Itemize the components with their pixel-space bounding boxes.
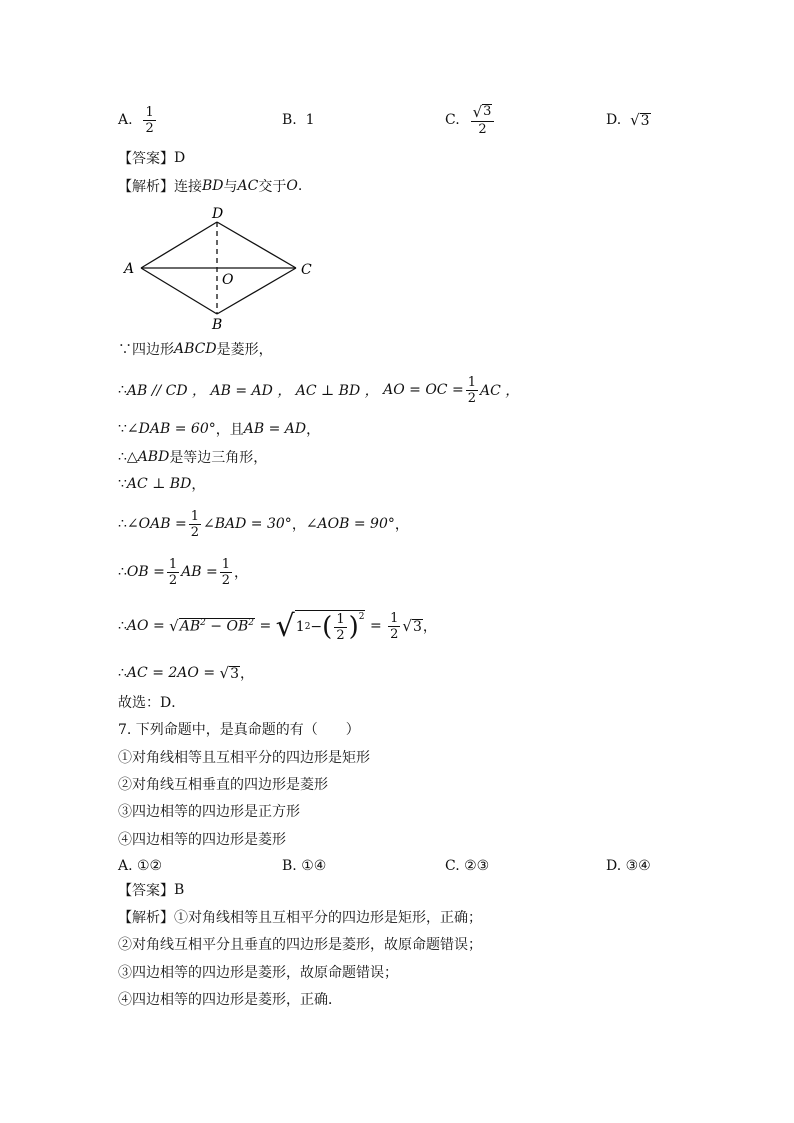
label-b: B: [212, 317, 223, 333]
sqrt: √ 3: [630, 111, 650, 129]
option-d: D. √ 3: [606, 111, 650, 129]
step-3: ∵ ∠DAB = 60° ，且 AB = AD ，: [118, 421, 321, 438]
option-a: A. $\frac{1}{2}$: [118, 104, 154, 136]
fraction: $\frac{1}{2}$: [190, 508, 199, 540]
step-1: ∵四边形 ABCD 是菱形，: [118, 341, 273, 358]
step-7: ∴ OB = $\frac{1}{2}$ AB = $\frac{1}{2}$ ，: [118, 556, 249, 588]
sqrt: √ 3: [402, 617, 422, 635]
step-9: ∴ AC = 2AO = √ 3 ，: [118, 664, 254, 682]
fraction: $\frac{1}{2}$: [145, 104, 154, 136]
step-4: ∴△ ABD 是等边三角形，: [118, 449, 268, 466]
option-c: C. √ 3 2: [445, 100, 496, 140]
fraction: $\frac{1}{2}$: [168, 556, 178, 588]
sqrt: √ $AB^2 - OB^2$: [169, 617, 254, 635]
q7-stem: 7. 下列命题中，是真命题的有（ ）: [118, 722, 360, 738]
label-c: C: [301, 262, 312, 278]
fraction: $\frac{1}{2}$: [390, 610, 399, 642]
sqrt-large: √ 1 2 − ( $\frac{1}{2}$ ) $^2$: [275, 608, 365, 644]
step-2: ∴ AB // CD ， AB = AD ， AC ⊥ BD ， AO = OC = $\frac{1}{2}$ AC ，: [118, 374, 520, 406]
option-b: B. 1: [282, 112, 315, 128]
q7-prop-1: ①对角线相等且互相平分的四边形是矩形: [118, 750, 370, 766]
step-6: ∴ ∠OAB = $\frac{1}{2}$ ∠BAD = 30° ， ∠AOB = 90° ，: [118, 508, 409, 540]
q7-analysis-2: ②对角线互相平分且垂直的四边形是菱形，故原命题错误；: [118, 937, 482, 953]
step-10: 故选：D．: [118, 695, 186, 711]
fraction: √ 3 2: [471, 104, 495, 135]
q7-prop-3: ③四边相等的四边形是正方形: [118, 804, 300, 820]
q7-prop-4: ④四边相等的四边形是菱形: [118, 832, 286, 848]
label-a: A: [124, 261, 135, 277]
q7-option-c: C. ②③: [445, 858, 490, 874]
q7-analysis-3: ③四边相等的四边形是菱形，故原命题错误；: [118, 965, 398, 981]
label-o: O: [222, 272, 234, 288]
sqrt: √ 3: [219, 664, 239, 682]
q7-analysis-1: 【解析】 ①对角线相等且互相平分的四边形是矩形，正确；: [118, 910, 482, 926]
q7-option-b: B. ①④: [282, 858, 327, 874]
step-8: ∴ AO = √ $AB^2 - OB^2$ = √ 1 2 − ( $\frac{1}{2}$ ) $^2$ = $\frac{1}{2}$ √ 3 ，: [118, 608, 437, 644]
q7-prop-2: ②对角线互相垂直的四边形是菱形: [118, 777, 328, 793]
step-5: ∵ AC ⊥ BD ，: [118, 476, 206, 493]
fraction: $\frac{1}{2}$: [221, 556, 231, 588]
label-d: D: [212, 206, 224, 222]
q6-answer: 【答案】 D: [118, 150, 186, 167]
rhombus-figure: [118, 202, 328, 334]
q7-option-a: A. ①②: [118, 858, 163, 874]
q6-analysis-intro: 【解析】 连接 BD 与 AC 交于 O .: [118, 178, 303, 195]
q7-answer: 【答案】 B: [118, 882, 185, 899]
fraction: $\frac{1}{2}$: [467, 374, 476, 406]
q7-option-d: D. ③④: [606, 858, 651, 874]
q7-analysis-4: ④四边相等的四边形是菱形，正确．: [118, 992, 342, 1008]
